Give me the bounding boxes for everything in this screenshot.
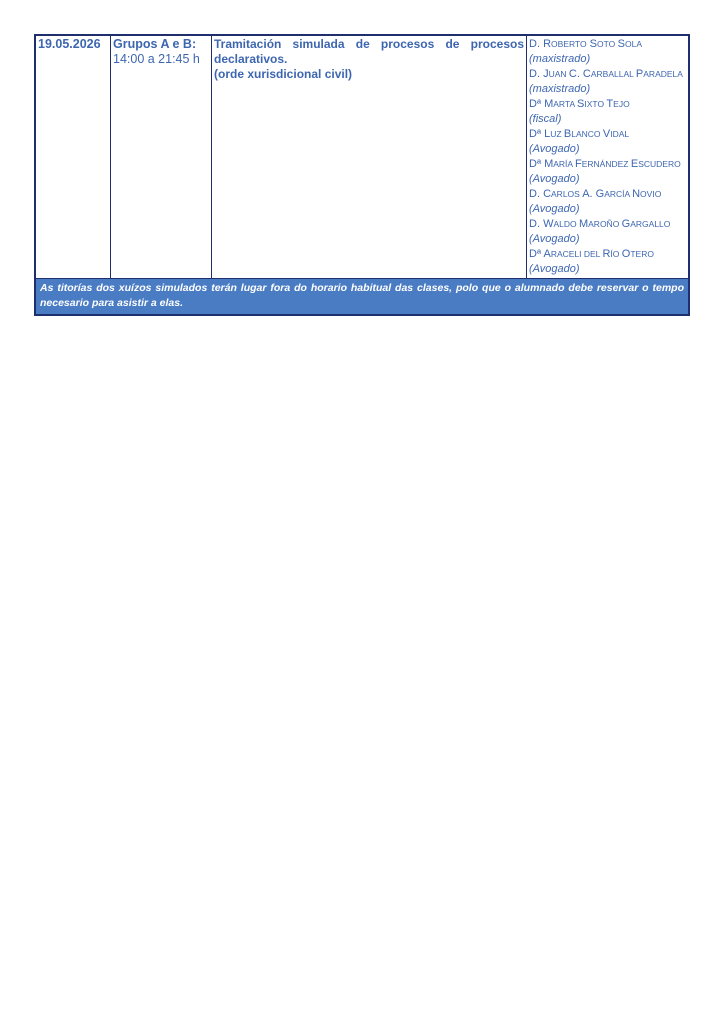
- participant-name: D. ROBERTO SOTO SOLA: [529, 38, 642, 50]
- note-row: [36, 279, 689, 315]
- participant-role: (Avogado): [529, 143, 580, 155]
- participant-name: Dª ARACELI DEL RÍO OTERO: [529, 248, 654, 260]
- schedule-grid: [35, 35, 689, 315]
- note-text: As titorías dos xuízos simulados terán lugar fora do horario habitual das clases, polo que o alumnado debe reservar o tempo necesario para asistir a elas.: [36, 279, 689, 315]
- participant-name: Dª LUZ BLANCO VIDAL: [529, 128, 630, 140]
- participant-role: (fiscal): [529, 113, 562, 125]
- participant-item: [529, 97, 686, 127]
- participant-name: D. CARLOS A. GARCÍA NOVIO: [529, 188, 662, 200]
- participant-role: (Avogado): [529, 173, 580, 185]
- participant-role: (maxistrado): [529, 53, 591, 65]
- topic-subtitle: (orde xurisdicional civil): [214, 67, 353, 81]
- participant-item: [529, 217, 686, 247]
- participants-list: [529, 37, 686, 277]
- participant-role: (maxistrado): [529, 83, 591, 95]
- participant-item: [529, 37, 686, 67]
- participant-item: [529, 127, 686, 157]
- topic-title: Tramitación simulada de procesos de procesos declarativos.: [214, 37, 524, 66]
- participant-item: [529, 187, 686, 217]
- session-date: 19.05.2026: [36, 36, 111, 279]
- participant-item: [529, 247, 686, 277]
- participants-cell: [527, 36, 689, 279]
- participant-name: D. WALDO MAROÑO GARGALLO: [529, 218, 671, 230]
- participant-name: Dª MARTA SIXTO TEJO: [529, 98, 630, 110]
- schedule-table: [34, 34, 690, 316]
- groups-label: Grupos A e B:: [113, 37, 197, 51]
- participant-role: (Avogado): [529, 263, 580, 275]
- participant-role: (Avogado): [529, 233, 580, 245]
- session-row: [36, 36, 689, 279]
- participant-role: (Avogado): [529, 203, 580, 215]
- participant-name: D. JUAN C. CARBALLAL PARADELA: [529, 68, 683, 80]
- participant-item: [529, 67, 686, 97]
- session-groups-cell: [111, 36, 212, 279]
- session-time: 14:00 a 21:45 h: [113, 52, 200, 66]
- participant-item: [529, 157, 686, 187]
- session-topic-cell: [212, 36, 527, 279]
- participant-name: Dª MARÍA FERNÁNDEZ ESCUDERO: [529, 158, 681, 170]
